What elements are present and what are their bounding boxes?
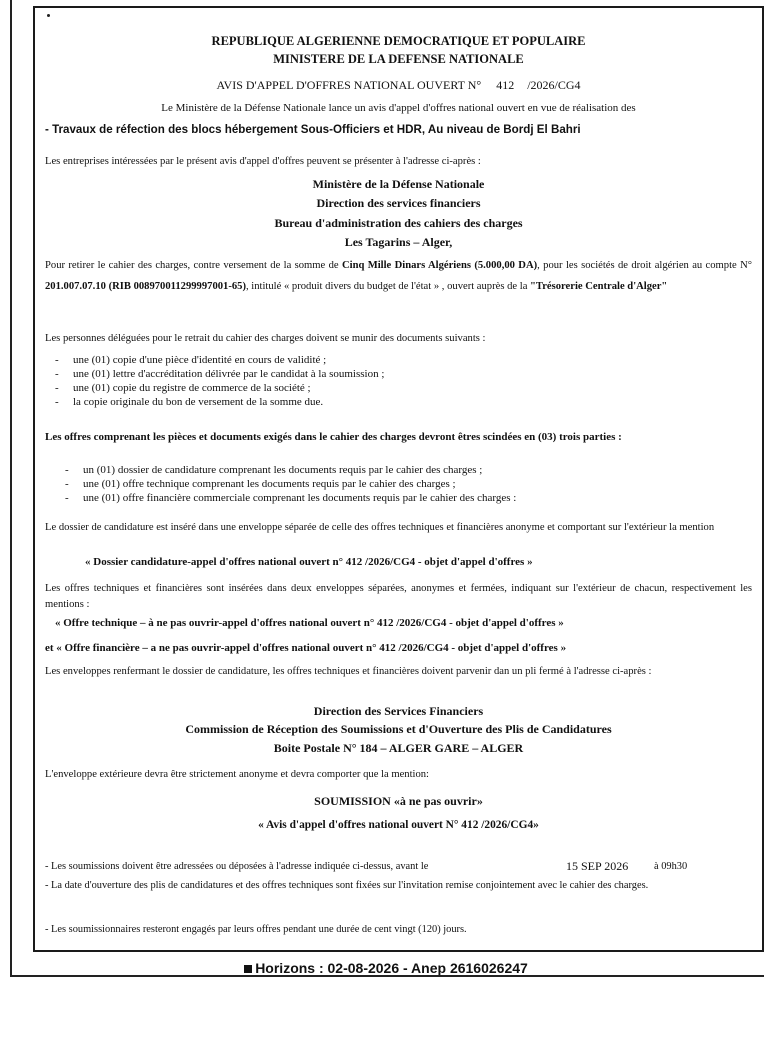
deadline-date: 15 SEP 2026: [566, 859, 629, 873]
offres-list: [55, 463, 752, 505]
address2-direction: Direction des Services Financiers: [313, 704, 484, 718]
avis-number: 412: [496, 78, 515, 92]
tender-notice: [33, 6, 764, 952]
retrait-text-3: , intitulé « produit divers du budget de l'état » , ouvert auprès de la: [246, 281, 531, 292]
list-item: - une (01) offre technique comprenant les documents requis par le cahier des charges ;: [83, 477, 752, 491]
avis-title: [45, 78, 752, 93]
intro-text: Le Ministère de la Défense Nationale lance un avis d'appel d'offres national ouvert en vue de réalisation des: [161, 102, 636, 114]
list-item: - une (01) copie d'une pièce d'identité en cours de validité ;: [73, 353, 752, 367]
enveloppes-text: Les enveloppes renfermant le dossier de candidature, les offres techniques et financières doivent parvenir dan un pli fermé à l'adresse ci-après :: [45, 666, 652, 677]
address1-ministry: Ministère de la Défense Nationale: [312, 177, 485, 191]
list-item: - une (01) lettre d'accréditation délivrée par le candidat à la soumission ;: [73, 367, 752, 381]
address2-commission: Commission de Réception des Soumissions et d'Ouverture des Plis de Candidatures: [185, 722, 612, 736]
offres-intro: Les offres comprenant les pièces et documents exigés dans le cahier des charges devront êtres scindées en (03) trois parties :: [45, 431, 622, 443]
retrait-text-2: , pour les sociétés de droit algérien au compte N°: [537, 260, 752, 271]
header-ministry: MINISTERE DE LA DEFENSE NATIONALE: [273, 52, 524, 66]
address1-direction: Direction des services financiers: [316, 196, 481, 210]
left-margin-rule: [0, 0, 12, 975]
address1-city: Les Tagarins – Alger,: [344, 235, 453, 249]
retrait-amount: Cinq Mille Dinars Algériens (5.000,00 DA): [341, 260, 538, 271]
project-title: - Travaux de réfection des blocs hébergement Sous-Officiers et HDR, Au niveau de Bordj El Bahri: [45, 123, 581, 136]
retrait-text-1: Pour retirer le cahier des charges, contre versement de la somme de: [45, 260, 342, 271]
deadline-line: [45, 858, 752, 875]
entreprises-text: Les entreprises intéressées par le présent avis d'appel d'offres peuvent se présenter à l'adresse ci-après :: [45, 156, 481, 167]
avis-prefix: AVIS D'APPEL D'OFFRES NATIONAL OUVERT N°: [216, 78, 482, 92]
square-bullet-icon: [244, 965, 252, 973]
address1-bureau: Bureau d'administration des cahiers des charges: [274, 216, 523, 230]
footer-text: Horizons : 02-08-2026 - Anep 2616026247: [255, 960, 528, 976]
dossier-mention: « Dossier candidature-appel d'offres national ouvert n° 412 /2026/CG4 - objet d'appel d'offres »: [85, 556, 533, 568]
dossier-text: Le dossier de candidature est inséré dans une enveloppe séparée de celle des offres techniques et financières anonyme et comportant sur l'extérieur la mention: [45, 522, 715, 533]
retrait-tresor: "Trésorerie Centrale d'Alger": [530, 281, 668, 292]
personnes-text: Les personnes déléguées pour le retrait du cahier des charges doivent se munir des documents suivants :: [45, 333, 486, 344]
tech-mention: « Offre technique – à ne pas ouvrir-appel d'offres national ouvert n° 412 /2026/CG4 - objet d'appel d'offres »: [55, 617, 564, 629]
tech-fin-text: Les offres techniques et financières sont insérées dans deux enveloppes séparées, anonymes et fermées, indiquant sur l'extérieur de chacun, respectivement les mentions :: [45, 583, 752, 610]
publication-footer: [0, 953, 772, 983]
header-republic: REPUBLIQUE ALGERIENNE DEMOCRATIQUE ET POPULAIRE: [211, 34, 586, 48]
address2-bp: Boite Postale N° 184 – ALGER GARE – ALGER: [273, 741, 524, 755]
soumission-title: SOUMISSION «à ne pas ouvrir»: [314, 794, 483, 808]
deadline-text: - Les soumissions doivent être adressées ou déposées à l'adresse indiquée ci-dessus, avant le: [45, 861, 429, 872]
list-item: - un (01) dossier de candidature comprenant les documents requis par le cahier des charges ;: [83, 463, 752, 477]
list-item: - la copie originale du bon de versement de la somme due.: [73, 395, 752, 409]
engagement-text: - Les soumissionnaires resteront engagés par leurs offres pendant une durée de cent vingt (120) jours.: [45, 924, 467, 935]
retrait-account: 201.007.07.10 (RIB 008970011299997001-65): [45, 281, 246, 292]
list-item: - une (01) offre financière commerciale comprenant les documents requis par le cahier des charges :: [83, 491, 752, 505]
documents-list: [45, 353, 752, 409]
retrait-paragraph: [45, 255, 752, 297]
deadline-time: à 09h30: [654, 861, 688, 872]
bottom-rule: [10, 975, 764, 977]
fin-mention: et « Offre financière – a ne pas ouvrir-appel d'offres national ouvert n° 412 /2026/CG4 - objet d'appel d'offres »: [45, 642, 567, 654]
ouverture-text: - La date d'ouverture des plis de candidatures et des offres techniques sont fixées sur l'invitation remise conjointement avec le cahier des charges.: [45, 880, 649, 891]
soumission-sub: « Avis d'appel d'offres national ouvert N° 412 /2026/CG4»: [258, 819, 539, 831]
enveloppe-ext-text: L'enveloppe extérieure devra être strictement anonyme et devra comporter que la mention:: [45, 769, 429, 780]
avis-ref: /2026/CG4: [527, 78, 581, 92]
list-item: - une (01) copie du registre de commerce de la société ;: [73, 381, 752, 395]
